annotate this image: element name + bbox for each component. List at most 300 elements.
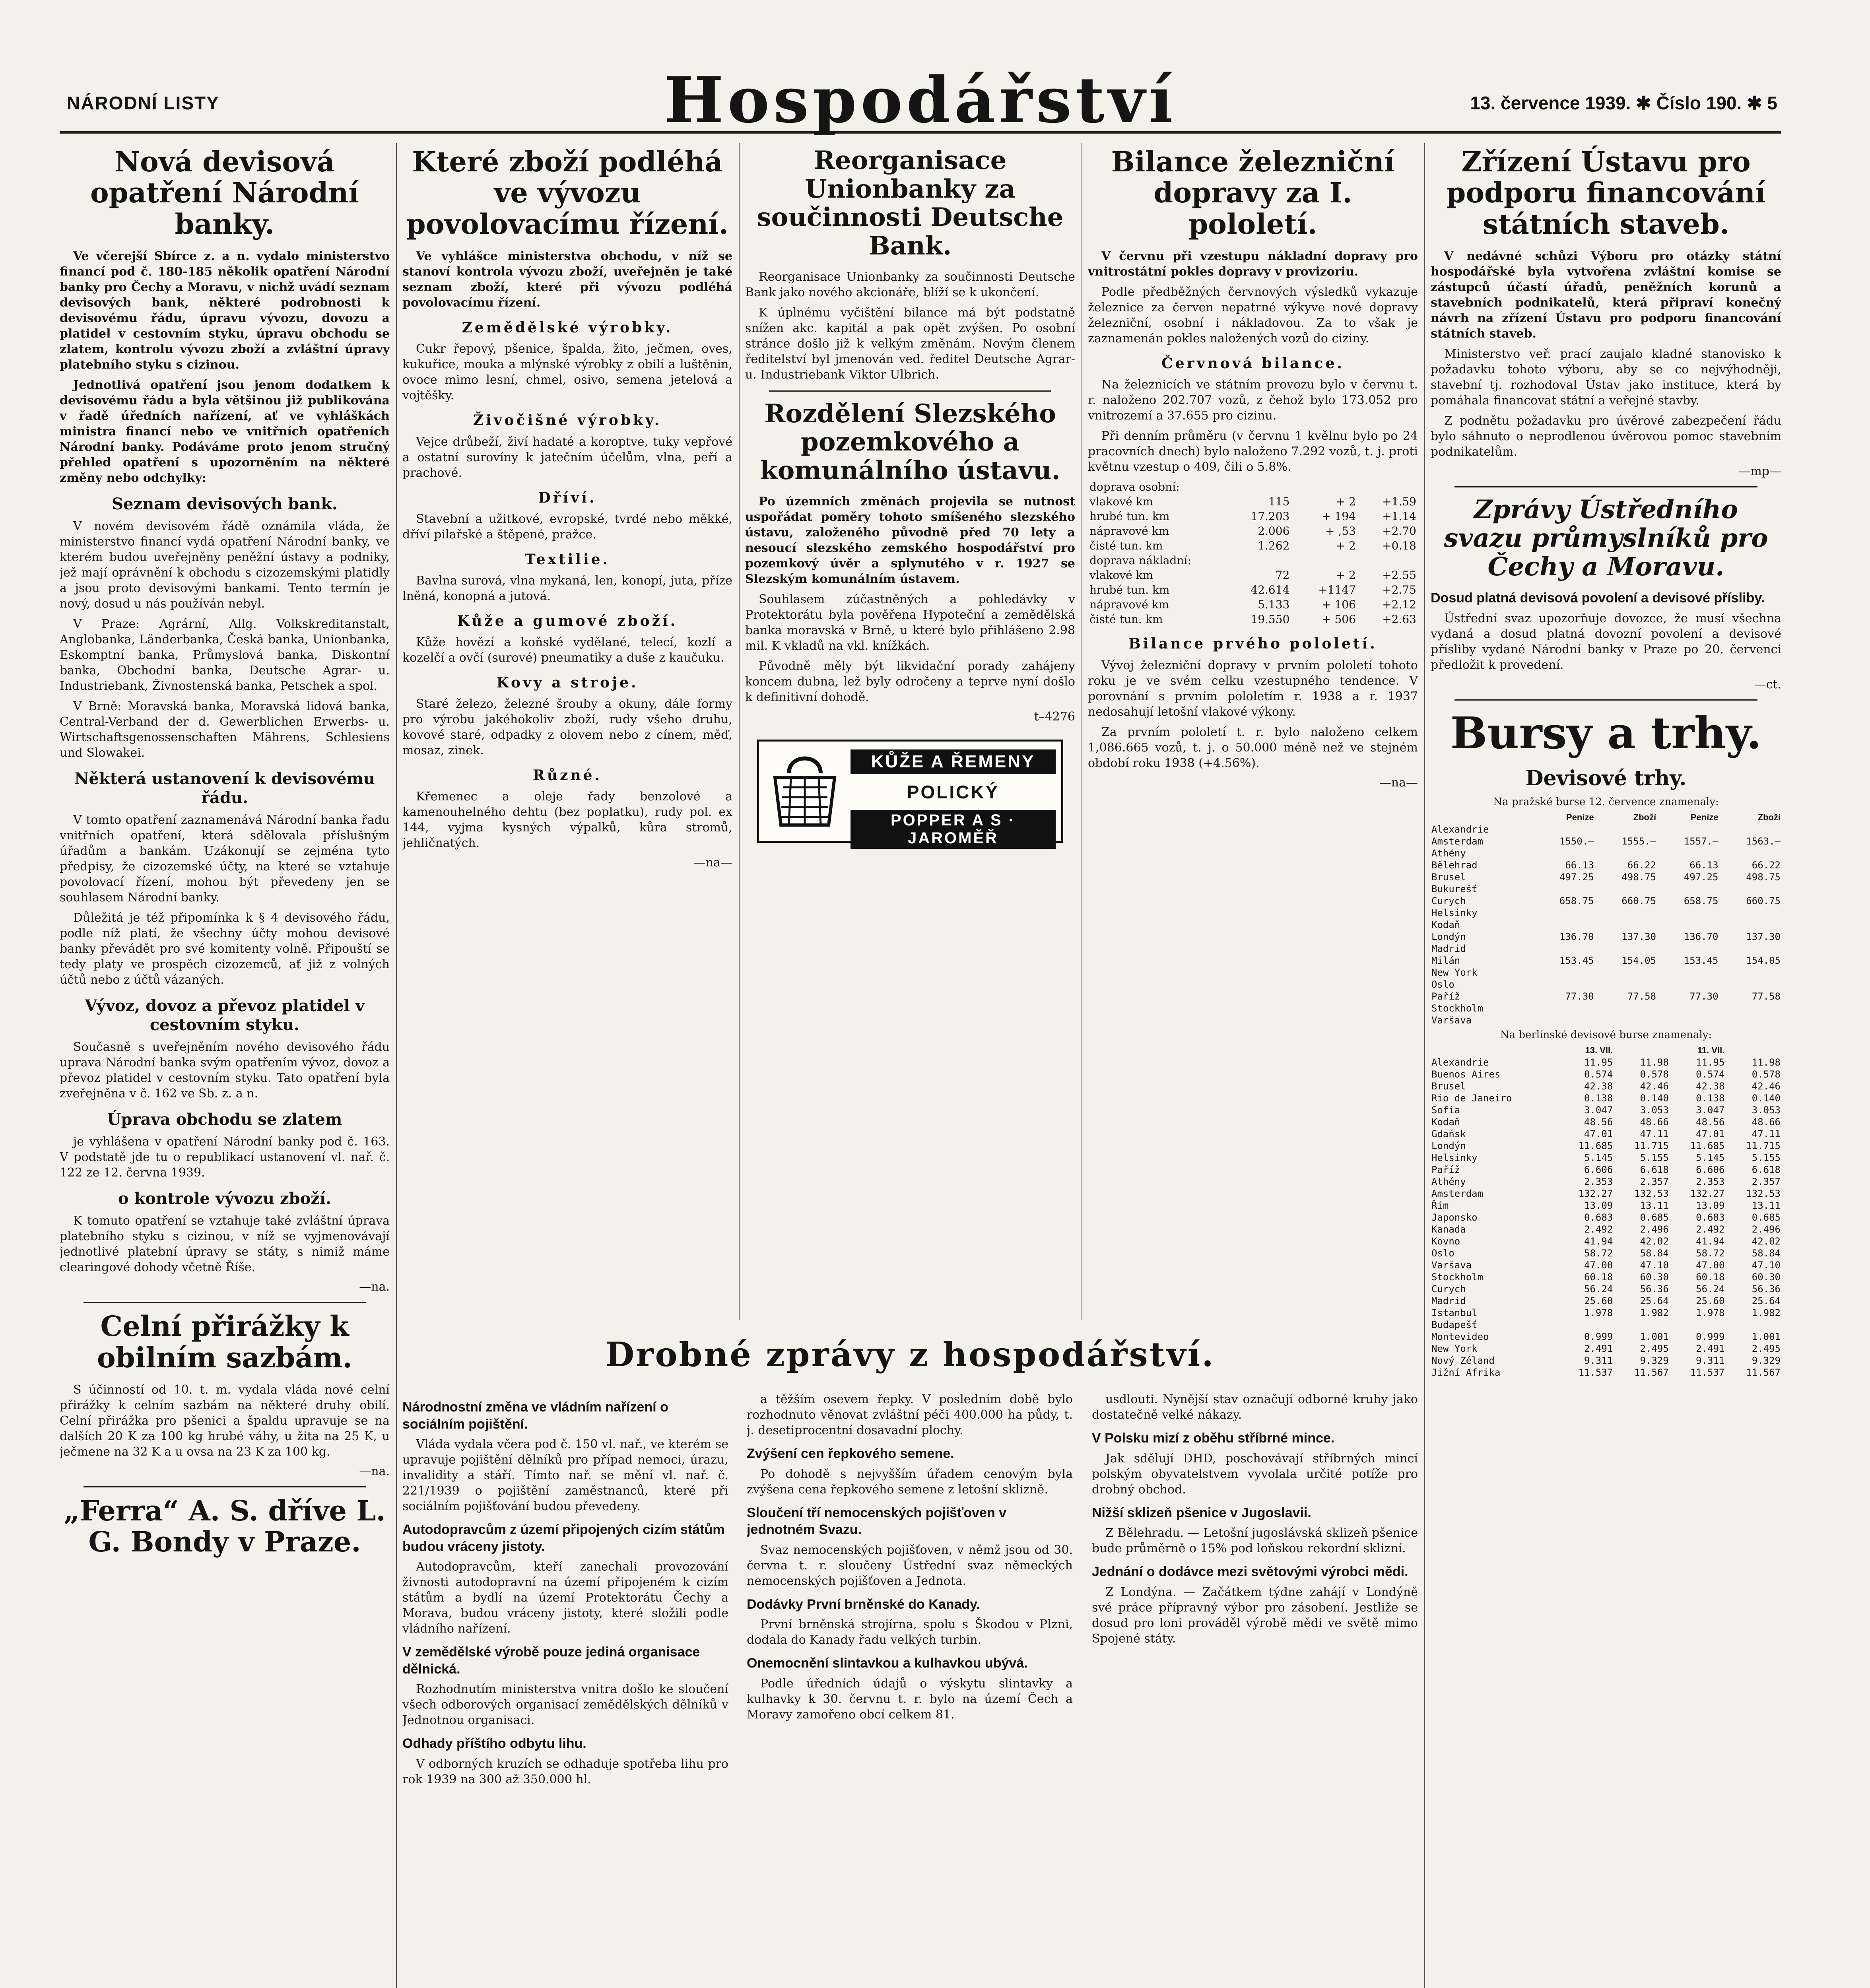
item-heading: Onemocnění slintavkou a kulhavkou ubývá. xyxy=(747,1656,1028,1671)
fx-value: 0.138 xyxy=(1584,1092,1613,1104)
paragraph: Podle předběžných červnových výsledků vykazuje železnice za červen nepatrné výkyve nové dopravy železniční, osobní i nákladovou. Za to však je zaznamenán pokles naložených vozů do ciziny. xyxy=(1088,285,1418,346)
fx-currency: Kovno xyxy=(1431,1235,1460,1247)
fx-value: 5.155 xyxy=(1752,1152,1781,1163)
fx-value: 0.999 xyxy=(1696,1331,1725,1342)
fx-row xyxy=(1431,1176,1781,1188)
markets-headline: Bursy a trhy. xyxy=(1450,707,1762,759)
signature: —na— xyxy=(1379,775,1418,790)
item-heading: V zemědělské výrobě pouze jediná organisace dělnická. xyxy=(402,1644,700,1677)
fx-currency: Kodaň xyxy=(1431,1116,1460,1128)
table-row: nápravové km 5.133 + 106 +2.12 xyxy=(1089,598,1416,612)
fx-currency: Gdańsk xyxy=(1431,1128,1466,1140)
fx-value: 56.36 xyxy=(1752,1283,1781,1295)
fx-currency: Kodaň xyxy=(1431,919,1460,931)
fx-value: 6.606 xyxy=(1696,1164,1725,1175)
fx-value: 2.496 xyxy=(1752,1223,1781,1235)
fx-row xyxy=(1431,1319,1781,1331)
fx-value: 9.329 xyxy=(1640,1355,1669,1366)
paragraph: Staré železo, železné šrouby a okuny, dále formy pro výrobu jakéhokoliv zboží, rudy všeho druhu, kovové staré, odpadky z olovem nebo z cínem, měď, mosaz, zinek. xyxy=(402,697,732,758)
fx-row xyxy=(1431,1307,1781,1319)
fx-value xyxy=(1532,943,1594,955)
divider xyxy=(1454,486,1757,487)
article-bilance-dopravy xyxy=(1088,143,1418,1320)
fx-value: 41.94 xyxy=(1696,1235,1725,1247)
fx-row xyxy=(1431,1235,1781,1247)
fx-row xyxy=(1431,919,1781,931)
fx-value: 0.574 xyxy=(1584,1068,1613,1080)
fx-value: 2.495 xyxy=(1640,1343,1669,1354)
fx-row xyxy=(1431,943,1781,955)
fx-value: 6.618 xyxy=(1640,1164,1669,1175)
paragraph: Svaz nemocenských pojišťoven, v němž jsou od 30. června t. r. sloučeny Ústřední svaz německých nemocenských pojišťoven a Jednota. xyxy=(747,1543,1073,1588)
fx-currency: New York xyxy=(1431,1343,1478,1354)
fx-value: 2.357 xyxy=(1752,1176,1781,1187)
fx-value xyxy=(1657,1002,1719,1014)
fx-value: 11.715 xyxy=(1634,1140,1669,1151)
fx-value: 0.683 xyxy=(1696,1211,1725,1223)
fx-value: 0.140 xyxy=(1640,1092,1669,1104)
fx-row xyxy=(1431,1128,1781,1140)
fx-currency: Helsinky xyxy=(1431,907,1478,919)
small-news-banner xyxy=(402,1332,1418,1384)
fx-value: 13.11 xyxy=(1752,1200,1781,1211)
fx-value xyxy=(1719,883,1781,895)
fx-value: 0.685 xyxy=(1752,1211,1781,1223)
fx-value: 66.22 xyxy=(1627,860,1656,871)
fx-value: 1557.— xyxy=(1684,836,1719,847)
fx-row xyxy=(1431,895,1781,907)
newspaper-name: NÁRODNÍ LISTY xyxy=(67,93,219,113)
fx-currency: Curych xyxy=(1431,1283,1466,1295)
fx-value xyxy=(1532,823,1594,835)
subheading: Vývoz, dovoz a převoz platidel v cestovním styku. xyxy=(85,996,365,1035)
fx-value: 132.53 xyxy=(1746,1188,1781,1199)
fx-value: 2.492 xyxy=(1584,1223,1613,1235)
table-section: doprava osobní: xyxy=(1089,480,1180,494)
fx-value: 56.24 xyxy=(1696,1283,1725,1295)
table-section: doprava nákladní: xyxy=(1089,554,1191,567)
paragraph: Ministerstvo veř. prací zaujalo kladné stanovisko k požadavku tohoto výboru, aby se co nejvýhodněji, stavební tj. rozhodoval Ústav jako instituce, která by pomáhala financovat státní a veřejné stavby. xyxy=(1431,347,1781,408)
paragraph: a těžším osevem řepky. V posledním době bylo rozhodnuto věnovat zvláštní péči 400.000 ha půdy, t. j. desetiprocentní dosavadní plochy. xyxy=(747,1392,1073,1437)
fx-row xyxy=(1431,823,1781,835)
fx-row xyxy=(1431,1355,1781,1367)
fx-value xyxy=(1657,883,1719,895)
headline: Celní přirážky k obilním sazbám. xyxy=(97,1310,352,1374)
headline: Nová devisová opatření Národní banky. xyxy=(90,145,359,241)
fx-value: 2.492 xyxy=(1696,1223,1725,1235)
paragraph: Při denním průměru (v červnu 1 kvělnu bylo po 24 pracovních dnech) bylo naloženo 7.292 vozů, t. j. proti květnu vzestup o 409, čili o 5.8%. xyxy=(1088,429,1418,474)
fx-value: 660.75 xyxy=(1621,895,1656,907)
fx-value: 1.978 xyxy=(1584,1307,1613,1318)
fx-currency: Bukurešť xyxy=(1431,883,1478,895)
fx-value: 0.578 xyxy=(1752,1068,1781,1080)
fx-row xyxy=(1431,1080,1781,1092)
fx-value: 47.01 xyxy=(1584,1128,1613,1140)
paragraph: Kůže hovězí a koňské vydělané, telecí, kozlí a kozelčí a ovčí (surové) pneumatiky a duše z kaučuku. xyxy=(402,635,732,665)
subheading: Seznam devisových bank. xyxy=(112,495,338,514)
fx-value: 25.64 xyxy=(1640,1295,1669,1307)
paragraph: První brněnská strojírna, spolu s Škodou v Plzni, dodala do Kanady řadu velkých turbin. xyxy=(747,1617,1073,1647)
fx-value xyxy=(1595,847,1657,859)
fx-value: 1.978 xyxy=(1696,1307,1725,1318)
fx-value: 497.25 xyxy=(1684,872,1719,883)
fx-row xyxy=(1431,1247,1781,1259)
fx-value: 60.30 xyxy=(1752,1271,1781,1283)
fx-value xyxy=(1595,907,1657,919)
fx-value: 42.02 xyxy=(1752,1235,1781,1247)
headline: Rozdělení Slezského pozemkového a komunálního ústavu. xyxy=(760,398,1060,486)
fx-value: 132.27 xyxy=(1690,1188,1725,1199)
fx-row xyxy=(1431,1068,1781,1080)
small-news-column xyxy=(747,1392,1073,1988)
fx-row xyxy=(1431,1211,1781,1223)
fx-value xyxy=(1719,967,1781,978)
item-heading: Jednání o dodávce mezi světovými výrobci mědi. xyxy=(1092,1564,1408,1579)
paragraph: Vývoj železniční dopravy v prvním pololetí tohoto roku je ve svém celku vzestupného tendence. V porovnání s prvním pololetím r. 1938 a r. 1937 nedosahují letošní vlakové výkony. xyxy=(1088,658,1418,719)
fx-value: 136.70 xyxy=(1559,931,1594,943)
table-row: čisté tun. km 19.550 + 506 +2.63 xyxy=(1089,613,1416,626)
headline: Zřízení Ústavu pro podporu financování státních staveb. xyxy=(1446,145,1766,241)
fx-value: 11.95 xyxy=(1696,1056,1725,1068)
fx-value: 9.329 xyxy=(1752,1355,1781,1366)
lead-paragraph: Ve včerejší Sbírce z. a n. vydalo ministerstvo financí pod č. 180-185 několik opatření Národní banky pro Čechy a Moravu, v nichž uvádí seznam devisových bank, některé podrobnosti k devisovému řádu, úpravu vývozu, dovozu a platidel v cestovním styku, úpravu obchodu se zlatem, kontrolu vývozu zboží a zvláštní úpravy platebního styku s cizinou. xyxy=(60,249,390,372)
fx-value: 11.98 xyxy=(1752,1056,1781,1068)
subheading: Dosud platná devisová povolení a devisové přísliby. xyxy=(1431,590,1765,606)
fx-row xyxy=(1431,847,1781,859)
fx-value: 0.683 xyxy=(1584,1211,1613,1223)
subheading: Živočišné výrobky. xyxy=(473,412,662,429)
fx-value xyxy=(1595,823,1657,835)
fx-currency: Japonsko xyxy=(1431,1211,1478,1223)
fx-value: 25.64 xyxy=(1752,1295,1781,1307)
fx-value xyxy=(1657,1014,1719,1026)
table-row: vlakové km 115 + 2 +1.59 xyxy=(1089,495,1416,509)
fx-value: 47.11 xyxy=(1640,1128,1669,1140)
fx-row xyxy=(1431,1002,1781,1014)
paragraph: Vejce drůbeží, živí hadaté a koroptve, tuky vepřové a ostatní surovíny k jatečním účelům, vlna, peří a prachové. xyxy=(402,435,732,480)
fx-value xyxy=(1719,978,1781,990)
item-heading: Dodávky První brněnské do Kanady. xyxy=(747,1596,980,1612)
fx-currency: Buenos Aires xyxy=(1431,1068,1501,1080)
fx-value: 13.09 xyxy=(1584,1200,1613,1211)
fx-value xyxy=(1657,978,1719,990)
subheading: Různé. xyxy=(532,767,602,784)
column-rule xyxy=(739,143,740,1320)
fx-value: 1.001 xyxy=(1640,1331,1669,1342)
fx-row xyxy=(1431,1259,1781,1271)
article-vyvoz-povolovaci-rizeni xyxy=(402,143,732,1320)
paragraph: V tomto opatření zaznamenává Národní banka řadu vnitřních opatření, která sdělovala příslušným úřadům a bankám. Uzákonují se zejména tyto předpisy, že cizozemské účty, na které se vztahuje povolovací řízení, mohou být převedeny jen se souhlasem Národní banky. xyxy=(60,813,390,905)
fx-value xyxy=(1532,919,1594,931)
item-heading: Odhady příštího odbytu lihu. xyxy=(402,1736,586,1751)
paragraph: Souhlasem zúčastněných a pohledávky v Protektorátu byla pověřena Hypoteční a zemědělská banka moravská v Brně, u které bylo přihlášeno 2.98 mil. K vkladů na vkl. knížkách. xyxy=(745,592,1075,653)
signature: —ct. xyxy=(1754,677,1781,691)
fx-value xyxy=(1719,823,1781,835)
fx-row xyxy=(1431,1152,1781,1164)
subheading: Kůže a gumové zboží. xyxy=(457,612,678,629)
fx-value: 56.24 xyxy=(1584,1283,1613,1295)
lead-paragraph: Reorganisace Unionbanky za součinnosti Deutsche Bank jako nového akcionáře, blíží se k ukončení. xyxy=(745,270,1075,299)
subheading: Bilance prvého pololetí. xyxy=(1128,635,1377,652)
paragraph: Bavlna surová, vlna mykaná, len, konopí, juta, příze lněná, konopná a jutová. xyxy=(402,573,732,603)
fx-table-prague: Peníze Zboží Peníze Zboží Alexandrie Amsterdam 1550.— 1555.— 1557.— 1563.— Athény Bělehrad 66.13 66.22 66.13 66.22 Brusel 497.25 498.75 497.25 498.75 Bukurešť Curych 658.75 660.75 658.75 660.75 Helsinky Kodaň Londýn 136.70 137.30 136.70 137.30 Madrid Milán 153.45 154.05 153.45 154.05 New York Oslo Paříž 77.30 77.58 77.30 77.58 Stockholm Varšava xyxy=(1431,812,1781,1026)
fx-value xyxy=(1657,847,1719,859)
fx-value: 60.18 xyxy=(1584,1271,1613,1283)
fx-value: 2.491 xyxy=(1696,1343,1725,1354)
signature: —na. xyxy=(359,1464,390,1478)
item-heading: Zvýšení cen řepkového semene. xyxy=(747,1446,954,1461)
fx-caption: Na pražské burse 12. července znamenaly: xyxy=(1493,796,1719,808)
fx-value: 1550.— xyxy=(1559,836,1594,847)
fx-value: 154.05 xyxy=(1621,955,1656,967)
fx-value: 658.75 xyxy=(1684,895,1719,907)
fx-value: 0.138 xyxy=(1696,1092,1725,1104)
paragraph: Křemenec a oleje řady benzolové a kamenouhelného dehtu (bez poplatku), rudy pol. ex 144, vyjma kysných výpalků, kůra stromů, jehličnatých. xyxy=(402,790,732,850)
ad-headline: KŮŽE A ŘEMENY xyxy=(851,749,1056,774)
paragraph: V Brně: Moravská banka, Moravská lidová banka, Central-Verband der d. Gewerblichen Erwerbs- u. Wirtschaftsgenossenschaften Mährens, Schlesiens und Slowakei. xyxy=(60,699,390,760)
fx-value: 58.84 xyxy=(1752,1247,1781,1259)
fx-row xyxy=(1431,1223,1781,1235)
fx-value xyxy=(1595,1002,1657,1014)
fx-value xyxy=(1595,967,1657,978)
paragraph: V odborných kruzích se odhaduje spotřeba lihu pro rok 1939 na 300 až 350.000 hl. xyxy=(402,1757,728,1786)
advertisement-popper xyxy=(757,740,1063,847)
fx-currency: Helsinky xyxy=(1431,1152,1478,1163)
subheading: Některá ustanovení k devisovému řádu. xyxy=(74,769,375,808)
fx-value xyxy=(1657,943,1719,955)
fx-value: 5.145 xyxy=(1584,1152,1613,1163)
fx-value: 48.66 xyxy=(1752,1116,1781,1128)
fx-value: 497.25 xyxy=(1559,872,1594,883)
fx-value: 1.982 xyxy=(1752,1307,1781,1318)
fx-value: 2.353 xyxy=(1584,1176,1613,1187)
fx-row xyxy=(1431,1140,1781,1152)
subheading: Textilie. xyxy=(524,551,610,568)
fx-value: 1563.— xyxy=(1746,836,1781,847)
fx-value: 137.30 xyxy=(1621,931,1656,943)
paragraph: Původně měly být likvidační porady zahájeny koncem dubna, lež byly odročeny a teprve nyní došlo k definitivní dohodě. xyxy=(745,659,1075,704)
fx-row xyxy=(1431,955,1781,967)
fx-value xyxy=(1614,1319,1670,1331)
fx-value xyxy=(1657,967,1719,978)
fx-value xyxy=(1719,1002,1781,1014)
fx-value: 13.09 xyxy=(1696,1200,1725,1211)
fx-row xyxy=(1431,883,1781,895)
fx-value xyxy=(1719,847,1781,859)
fx-currency: Nový Zéland xyxy=(1431,1355,1495,1366)
fx-value xyxy=(1719,907,1781,919)
fx-currency: Varšava xyxy=(1431,1015,1472,1026)
fx-currency: Budapešť xyxy=(1431,1319,1478,1330)
fx-value: 1.001 xyxy=(1752,1331,1781,1342)
paragraph: Jednotlivá opatření jsou jenom dodatkem k devisovému řádu a byla většinou již publikována v řadě úředních nařízení, ať ve vyhláškách ministra financí nebo ve vnitřních opatřeních Národní banky. Podáváme proto jenom stručný přehled opatření s upozorněním na některé změny nebo odchylky: xyxy=(60,378,390,485)
fx-value: 66.13 xyxy=(1565,860,1594,871)
fx-currency: Londýn xyxy=(1431,931,1466,943)
headline: Které zboží podléhá ve vývozu povolovacímu řízení. xyxy=(406,145,729,241)
fx-currency: Paříž xyxy=(1431,991,1460,1002)
fx-currency: Brusel xyxy=(1431,872,1466,883)
fx-currency: Alexandrie xyxy=(1431,824,1489,835)
fx-value: 11.537 xyxy=(1690,1367,1725,1378)
fx-value: 2.495 xyxy=(1752,1343,1781,1354)
paragraph: Podle úředních údajů o výskytu slintavky a kulhavky k 30. červnu t. r. bylo na území Čech a Moravy zamořeno obcí celkem 81. xyxy=(747,1676,1073,1722)
divider xyxy=(769,390,1051,392)
article-devisova-opatreni xyxy=(60,143,390,1988)
fx-value: 2.491 xyxy=(1584,1343,1613,1354)
masthead xyxy=(60,64,1781,137)
fx-value xyxy=(1657,919,1719,931)
fx-row xyxy=(1431,1116,1781,1128)
fx-currency: Montevideo xyxy=(1431,1331,1489,1342)
fx-value: 47.00 xyxy=(1696,1259,1725,1271)
fx-value: 1.982 xyxy=(1640,1307,1669,1318)
fx-currency: Amsterdam xyxy=(1431,1188,1484,1199)
fx-value: 11.98 xyxy=(1640,1056,1669,1068)
paragraph: K tomuto opatření se vztahuje také zvláštní úprava platebního styku s cizinou, v níž se vyjmenovávají jednotlivé platební úpravy se státy, s nimiž máme clearingové dohody včetně Říše. xyxy=(60,1214,390,1275)
fx-value: 2.496 xyxy=(1640,1223,1669,1235)
fx-value xyxy=(1719,1014,1781,1026)
fx-value: 498.75 xyxy=(1746,872,1781,883)
fx-value: 0.574 xyxy=(1696,1068,1725,1080)
fx-value: 132.53 xyxy=(1634,1188,1669,1199)
newspaper-page xyxy=(60,64,1781,1988)
subheading: o kontrole vývozu zboží. xyxy=(118,1189,332,1208)
table-row: nápravové km 2.006 + ,53 +2.70 xyxy=(1089,524,1416,538)
lead-paragraph: Po územních změnách projevila se nutnost uspořádat poměry tohoto smíšeného slezského ústavu, založeného původně před 70 lety a nesoucí slezského zemského hospodářství pro pozemkový úvěr a splynutého v r. 1927 se Slezským komunálním ústavem. xyxy=(745,494,1075,586)
signature: —na— xyxy=(693,856,732,870)
fx-currency: Oslo xyxy=(1431,1247,1454,1259)
fx-value: 66.13 xyxy=(1689,860,1719,871)
fx-row xyxy=(1431,1056,1781,1068)
fx-value: 11.95 xyxy=(1584,1056,1613,1068)
ad-brand: POLICKÝ xyxy=(907,781,1000,802)
fx-currency: Milán xyxy=(1431,955,1460,967)
fx-value: 56.36 xyxy=(1640,1283,1669,1295)
item-heading: Sloučení tří nemocenských pojišťoven v jednotném Svazu. xyxy=(747,1505,1007,1537)
fx-row xyxy=(1431,931,1781,943)
fx-value: 48.56 xyxy=(1696,1116,1725,1128)
fx-currency: Sofia xyxy=(1431,1104,1460,1116)
fx-value xyxy=(1595,978,1657,990)
fx-value: 47.01 xyxy=(1696,1128,1725,1140)
fx-row xyxy=(1431,1188,1781,1200)
fx-headline: Devisové trhy. xyxy=(1525,766,1687,790)
fx-value: 0.578 xyxy=(1640,1068,1669,1080)
fx-value: 47.10 xyxy=(1640,1259,1669,1271)
paragraph: usdlouti. Nynější stav označují odborné kruhy jako dostatečně velké nákazy. xyxy=(1092,1392,1418,1422)
fx-value: 77.30 xyxy=(1565,991,1594,1002)
fx-value xyxy=(1595,943,1657,955)
fx-value: 658.75 xyxy=(1559,895,1594,907)
fx-value: 77.58 xyxy=(1627,991,1656,1002)
fx-row xyxy=(1431,990,1781,1002)
fx-currency: Kanada xyxy=(1431,1223,1466,1235)
fx-value: 3.053 xyxy=(1640,1104,1669,1116)
fx-value xyxy=(1532,978,1594,990)
item-heading: Národnostní změna ve vládním nařízení o sociálním pojištění. xyxy=(402,1400,668,1432)
paragraph: Vláda vydala včera pod č. 150 vl. nař., ve kterém se upravuje pojištění dělníků pro případ nemoci, úrazu, invalidity a stáří. Tímto nař. se mění vl. nař. č. 221/1939 o pojištění zaměstnanců, které při sociálním pojišťování budou převedeny. xyxy=(402,1437,728,1513)
divider xyxy=(83,1302,366,1303)
subheading: Kovy a stroje. xyxy=(496,674,639,691)
paragraph: Z Bělehradu. — Letošní jugoslávská sklizeň pšenice bude průměrně o 15% pod loňskou rekordní sklizní. xyxy=(1092,1526,1418,1555)
paragraph: Rozhodnutím ministerstva vnitra došlo ke sloučení všech odborových organisací zemědělských dělníků v Jednotnou organisaci. xyxy=(402,1682,728,1727)
fx-value: 2.357 xyxy=(1640,1176,1669,1187)
fx-value xyxy=(1595,883,1657,895)
signature: t–4276 xyxy=(1034,709,1075,724)
paragraph: Stavební a užitkové, evropské, tvrdé nebo měkké, dříví pilařské a štěpené, pražce. xyxy=(402,512,732,542)
divider xyxy=(1454,699,1757,701)
item-heading: Nižší sklizeň pšenice v Jugoslavii. xyxy=(1092,1505,1311,1520)
fx-value: 58.72 xyxy=(1584,1247,1613,1259)
fx-currency: New York xyxy=(1431,967,1478,978)
headline: Bilance železniční dopravy za I. pololetí. xyxy=(1111,145,1395,241)
issue-date: 13. července 1939. ✱ Číslo 190. ✱ 5 xyxy=(1470,93,1777,113)
fx-value xyxy=(1532,847,1594,859)
fx-value: 77.30 xyxy=(1689,991,1719,1002)
paragraph: Současně s uveřejněním nového devisového řádu uprava Národní banka svým opatřením vývoz, dovoz a převoz platidel v cestovním styku. Tato opatření byla zveřejněna v č. 162 ve Sb. z. a n. xyxy=(60,1040,390,1101)
paragraph: V novém devisovém řádě oznámila vláda, že ministerstvo financí vydá opatření Národní banky, ve kterém budou uveřejněny peněžní ústavy a podniky, jež mají oprávnění k obchodu s cizozemskými platidly a jsou proto devisovými bankami. Tento termín je nový, dosud u nás používán nebyl. xyxy=(60,519,390,611)
fx-value: 3.053 xyxy=(1752,1104,1781,1116)
fx-value: 9.311 xyxy=(1584,1355,1613,1366)
fx-value xyxy=(1719,919,1781,931)
fx-value: 9.311 xyxy=(1696,1355,1725,1366)
fx-value: 3.047 xyxy=(1696,1104,1725,1116)
paragraph: Za prvním pololetí t. r. bylo naloženo celkem 1,086.665 vozů, t. j. o 50.000 méně než ve stejném období roku 1938 (+4.56%). xyxy=(1088,725,1418,770)
fx-currency: Stockholm xyxy=(1431,1271,1484,1283)
lead-paragraph: Ve vyhlášce ministerstva obchodu, v níž se stanoví kontrola vývozu zboží, uveřejněn je také seznam zboží, které při vývozu podléhá povolovacímu řízení. xyxy=(402,249,732,310)
fx-value: 48.66 xyxy=(1640,1116,1669,1128)
fx-row xyxy=(1431,1104,1781,1116)
lead-paragraph: V nedávné schůzi Výboru pro otázky státní hospodářské byla vytvořena zvláštní komise se zástupců účastí úřadů, peněžních korunů a stavebních podnikatelů, která připraví konečný návrh na zřízení Ústavu pro podporu financování státních staveb. xyxy=(1431,249,1781,341)
fx-value xyxy=(1595,919,1657,931)
fx-value: 42.46 xyxy=(1640,1080,1669,1092)
fx-currency: Stockholm xyxy=(1431,1003,1484,1014)
subheading: Červnová bilance. xyxy=(1161,355,1344,372)
fx-value: 47.11 xyxy=(1752,1128,1781,1140)
fx-currency: Athény xyxy=(1431,848,1466,859)
fx-row xyxy=(1431,978,1781,990)
fx-value xyxy=(1532,1002,1594,1014)
table-row: hrubé tun. km 42.614 +1147 +2.75 xyxy=(1089,583,1416,597)
fx-value: 42.02 xyxy=(1640,1235,1669,1247)
signature: —mp— xyxy=(1738,464,1781,479)
paragraph: Po dohodě s nejvyšším úřadem cenovým byla zvýšena cena řepkového semene z letošní sklizně. xyxy=(747,1467,1073,1497)
item-heading: V Polsku mizí z oběhu stříbrné mince. xyxy=(1092,1431,1335,1446)
fx-currency: Oslo xyxy=(1431,979,1454,990)
paragraph: Z Londýna. — Začátkem týdne zahájí v Londýně své práce přípravný výbor pro zásobení. Jestliže se dosud pro loni prováděl výrobě mědi ve světě mimo Spojené státy. xyxy=(1092,1585,1418,1646)
fx-value: 11.715 xyxy=(1746,1140,1781,1151)
fx-value: 0.140 xyxy=(1752,1092,1781,1104)
fx-row xyxy=(1431,967,1781,978)
fx-value: 5.145 xyxy=(1696,1152,1725,1163)
fx-value xyxy=(1657,907,1719,919)
fx-value: 11.567 xyxy=(1634,1367,1669,1378)
headline: „Ferra“ A. S. dříve L. G. Bondy v Praze. xyxy=(64,1494,386,1559)
fx-row xyxy=(1431,1367,1781,1378)
fx-value xyxy=(1532,967,1594,978)
fx-value: 11.567 xyxy=(1746,1367,1781,1378)
fx-row xyxy=(1431,1014,1781,1026)
fx-value: 153.45 xyxy=(1684,955,1719,967)
small-news xyxy=(402,1392,1418,1988)
fx-value: 154.05 xyxy=(1746,955,1781,967)
fx-value: 1555.— xyxy=(1621,836,1656,847)
fx-row xyxy=(1431,871,1781,883)
fx-value: 132.27 xyxy=(1578,1188,1613,1199)
fx-value: 42.46 xyxy=(1752,1080,1781,1092)
lead-paragraph: V červnu při vzestupu nákladní dopravy pro vnitrostátní pokles dopravy v provizoriu. xyxy=(1088,249,1418,279)
fx-currency: Istanbul xyxy=(1431,1307,1478,1318)
